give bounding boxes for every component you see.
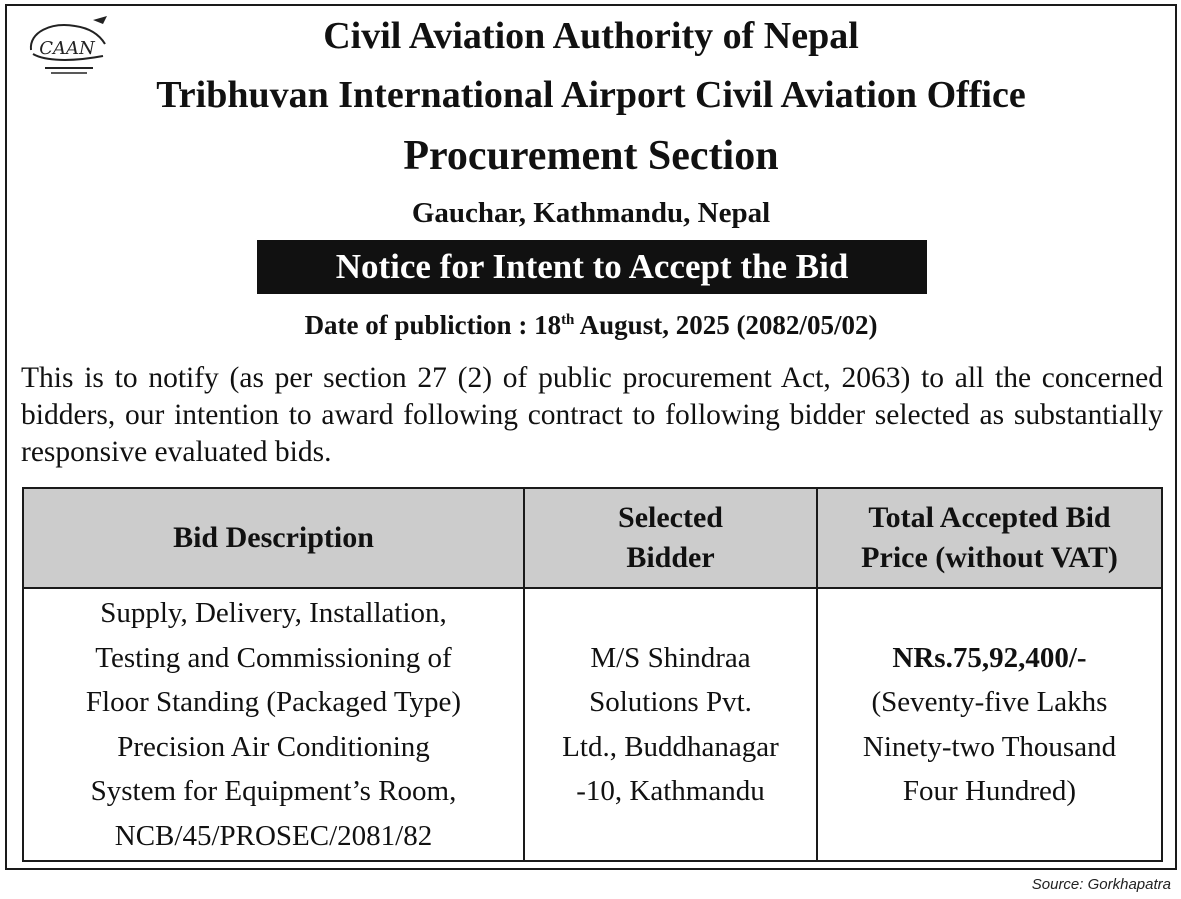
bidder-line: M/S Shindraa bbox=[590, 641, 751, 674]
intro-paragraph: This is to notify (as per section 27 (2) of public procurement Act, 2063) to all the concerned bidders, our intention to award following contract to following bidder selected as substantially responsive evaluated bids. bbox=[21, 362, 1163, 468]
description-line: Floor Standing (Packaged Type) bbox=[85, 686, 462, 718]
header-bid-description: Bid Description bbox=[23, 488, 524, 588]
notice-frame bbox=[5, 4, 1177, 870]
publication-date-rest: August, 2025 (2082/05/02) bbox=[574, 310, 878, 340]
bidder-line: -10, Kathmandu bbox=[576, 775, 765, 807]
cell-accepted-price bbox=[817, 588, 1162, 861]
price-amount: NRs.75,92,400/- bbox=[892, 641, 1087, 674]
office-name: Tribhuvan International Airport Civil Aviation Office bbox=[156, 74, 1026, 116]
publication-date bbox=[7, 310, 1175, 341]
description-line: System for Equipment’s Room, bbox=[90, 775, 457, 807]
bidder-line: Solutions Pvt. bbox=[589, 686, 752, 718]
bidder-line: Ltd., Buddhanagar bbox=[562, 730, 779, 763]
svg-text:CAAN: CAAN bbox=[39, 38, 95, 59]
table-row bbox=[23, 588, 1162, 861]
cell-selected-bidder bbox=[524, 588, 817, 861]
organization-name: Civil Aviation Authority of Nepal bbox=[323, 15, 859, 57]
source-credit: Source: Gorkhapatra bbox=[1031, 876, 1171, 893]
bid-table bbox=[22, 487, 1163, 862]
header-accepted-price bbox=[817, 488, 1162, 588]
publication-date-label: Date of publiction : bbox=[304, 310, 535, 340]
price-words-line: Four Hundred) bbox=[902, 775, 1077, 807]
section-name: Procurement Section bbox=[403, 133, 779, 179]
publication-date-day: 18 bbox=[534, 310, 562, 340]
notice-title-banner: Notice for Intent to Accept the Bid bbox=[257, 240, 927, 294]
office-address: Gauchar, Kathmandu, Nepal bbox=[411, 197, 771, 229]
header-selected-bidder-line: Bidder bbox=[626, 541, 715, 574]
description-line: Testing and Commissioning of bbox=[95, 641, 452, 674]
header-accepted-price-line: Total Accepted Bid bbox=[868, 501, 1111, 534]
description-line: NCB/45/PROSEC/2081/82 bbox=[114, 819, 433, 852]
publication-date-day-suffix: th bbox=[561, 312, 575, 328]
description-line: Precision Air Conditioning bbox=[117, 730, 430, 763]
table-header-row bbox=[23, 488, 1162, 588]
description-line: Supply, Delivery, Installation, bbox=[100, 597, 447, 629]
price-words-line: (Seventy-five Lakhs bbox=[871, 686, 1108, 718]
price-words-line: Ninety-two Thousand bbox=[862, 730, 1117, 763]
header-selected-bidder bbox=[524, 488, 817, 588]
header-selected-bidder-line: Selected bbox=[618, 501, 723, 534]
cell-bid-description bbox=[23, 588, 524, 861]
header-accepted-price-line: Price (without VAT) bbox=[861, 541, 1118, 574]
